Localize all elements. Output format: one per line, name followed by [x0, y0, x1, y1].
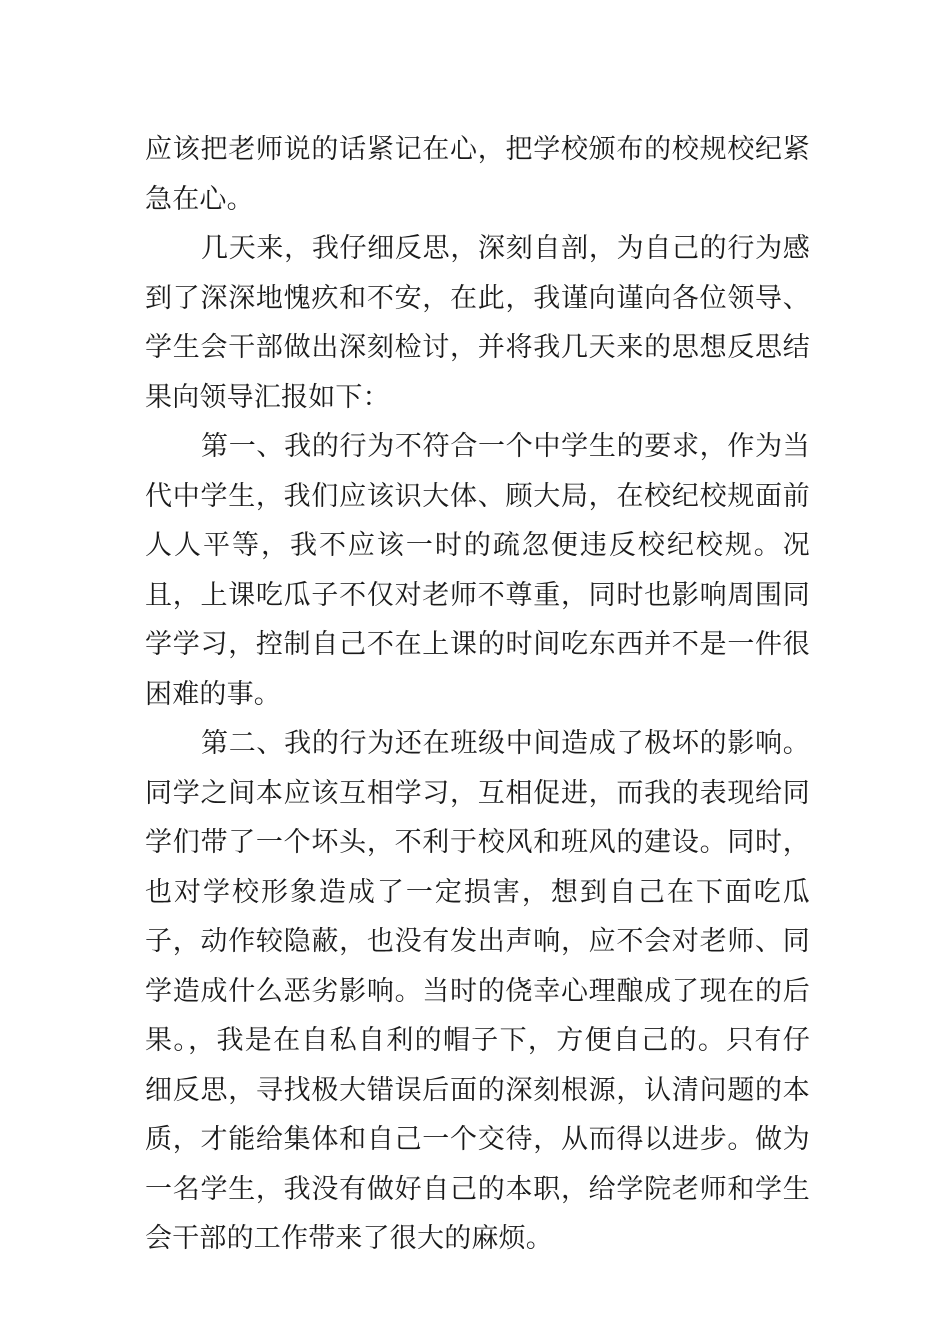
document-body: [145, 125, 810, 1264]
paragraph-continuation: 应该把老师说的话紧记在心，把学校颁布的校规校纪紧急在心。: [145, 134, 810, 215]
paragraph-reflection: 几天来，我仔细反思，深刻自剖，为自己的行为感到了深深地愧疚和不安，在此，我谨向谨向各位领导、学生会干部做出深刻检讨，并将我几天来的思想反思结果向领导汇报如下：: [145, 233, 810, 413]
paragraph-second-point: 第二、我的行为还在班级中间造成了极坏的影响。同学之间本应该互相学习，互相促进，而我的表现给同学们带了一个坏头，不利于校风和班风的建设。同时，也对学校形象造成了一定损害，想到自己在下面吃瓜子，动作较隐蔽，也没有发出声响，应不会对老师、同学造成什么恶劣影响。当时的侥幸心理酿成了现在的后果。，我是在自私自利的帽子下，方便自己的。只有仔细反思，寻找极大错误后面的深刻根源，认清问题的本质，才能给集体和自己一个交待，从而得以进步。做为一名学生，我没有做好自己的本职，给学院老师和学生会干部的工作带来了很大的麻烦。: [145, 728, 810, 1254]
paragraph-first-point: 第一、我的行为不符合一个中学生的要求，作为当代中学生，我们应该识大体、顾大局，在校纪校规面前人人平等，我不应该一时的疏忽便违反校纪校规。况且，上课吃瓜子不仅对老师不尊重，同时也影响周围同学学习，控制自己不在上课的时间吃东西并不是一件很困难的事。: [145, 431, 810, 710]
